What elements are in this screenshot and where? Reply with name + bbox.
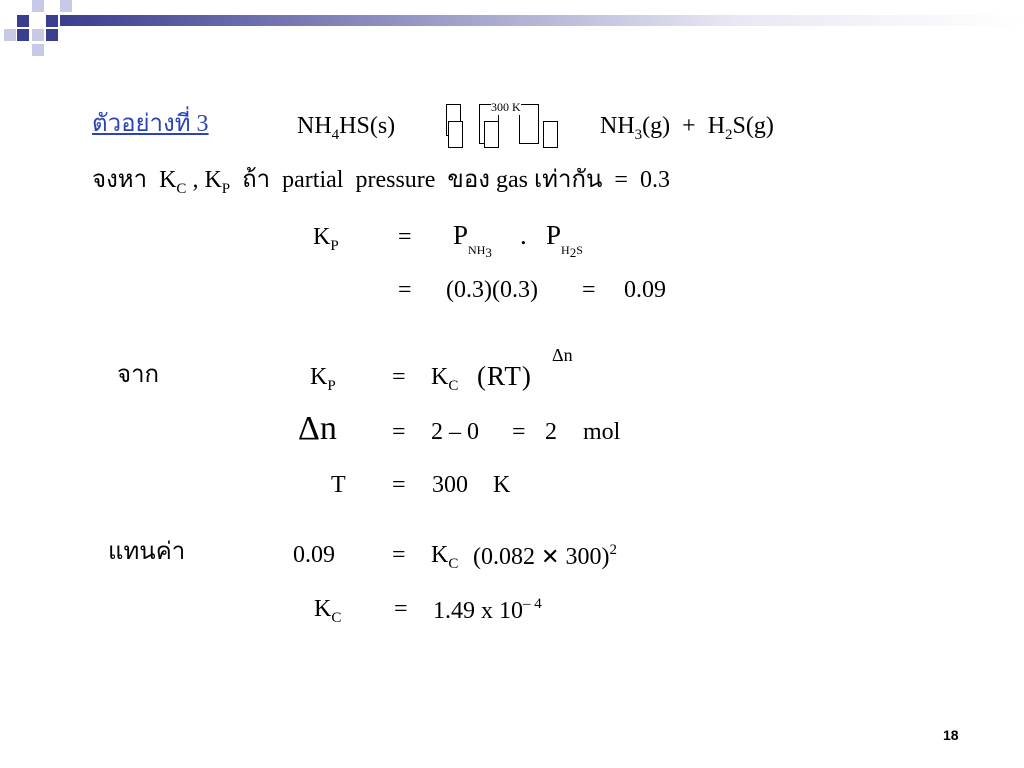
reaction-condition: 300 K: [491, 100, 521, 114]
p-symbol: P: [546, 220, 562, 250]
kc-subscript: C: [176, 181, 187, 197]
find-word: จงหา: [92, 167, 148, 193]
expr-part2: 300): [565, 544, 610, 570]
p-h2s: [546, 220, 583, 261]
multiply-dot: .: [520, 220, 527, 250]
gas-word: gas: [495, 167, 528, 193]
p-nh3: [453, 220, 492, 261]
rt-term: (RT): [477, 361, 532, 391]
equal-word: เท่ากัน: [533, 167, 603, 193]
kp-equals: =: [398, 224, 412, 250]
kp-symbol: K: [204, 167, 222, 193]
product1-rest: (g): [642, 113, 671, 139]
result-exponent: – 4: [523, 596, 542, 612]
reactant-subscript: 4: [331, 127, 340, 143]
expr-part1: (0.082: [473, 544, 535, 570]
nh-subscript: NH: [468, 243, 486, 257]
deco-square: [46, 15, 58, 27]
plus-sign: +: [682, 113, 696, 139]
t-unit: K: [493, 472, 511, 498]
equilibrium-arrow-box: [543, 121, 558, 148]
t-equals: =: [392, 472, 406, 498]
t-value: 300: [432, 472, 468, 498]
t-symbol: T: [331, 472, 346, 498]
result-kc: [314, 597, 341, 626]
product2-subscript: 2: [725, 127, 733, 143]
deco-square: [32, 0, 44, 12]
deco-square: [4, 29, 16, 41]
kc-subscript: C: [448, 556, 459, 572]
exponent: 2: [609, 542, 617, 558]
kp-lhs: [313, 225, 339, 254]
delta-n-exponent: Δn: [552, 345, 573, 365]
s-subscript: S: [576, 243, 583, 257]
deco-square: [46, 29, 58, 41]
dn-equals2: =: [512, 419, 526, 445]
kc-symbol: K: [314, 596, 332, 622]
if-word: ถ้า: [242, 167, 271, 193]
kp-subscript: P: [330, 238, 339, 254]
calc-result: 0.09: [624, 277, 666, 303]
sub-equals: =: [392, 542, 406, 568]
product1-text: NH: [600, 113, 635, 139]
result-equals: =: [394, 596, 408, 622]
reactant-rest: HS(s): [339, 113, 396, 139]
deco-square: [32, 29, 44, 41]
equilibrium-arrow-box: [448, 121, 463, 148]
h-subscript: H: [561, 243, 570, 257]
product1-subscript: 3: [634, 127, 643, 143]
times-sign: ✕: [541, 545, 560, 570]
from-kc: [431, 365, 458, 394]
kp-subscript: P: [327, 378, 336, 394]
of-word: ของ: [447, 167, 490, 193]
question-line: [92, 168, 670, 197]
nh3-number: 3: [485, 245, 492, 260]
from-label: จาก: [117, 362, 160, 388]
equals-sign: =: [614, 167, 628, 193]
header-gradient-bar: [60, 15, 1024, 26]
product2-rest: S(g): [732, 113, 774, 139]
kp-symbol: K: [310, 364, 328, 390]
dn-unit: mol: [583, 419, 621, 445]
example-label[interactable]: ตัวอย่างที่ 3: [92, 111, 209, 137]
kp-symbol: K: [313, 224, 331, 250]
kc-subscript: C: [331, 610, 342, 626]
calc-equals: =: [398, 277, 412, 303]
pressure-word: pressure: [355, 167, 436, 193]
deco-square: [32, 44, 44, 56]
product2-text: H: [707, 113, 726, 139]
p-symbol: P: [453, 220, 469, 250]
kc-subscript: C: [448, 378, 459, 394]
equilibrium-arrow-box: [484, 121, 499, 148]
kc-symbol: K: [431, 542, 449, 568]
from-equals: =: [392, 364, 406, 390]
equilibrium-arrow-box: [519, 104, 539, 144]
deco-square: [17, 29, 29, 41]
calc-expression: (0.3)(0.3): [446, 277, 538, 303]
kc-symbol: K: [159, 167, 177, 193]
deco-square: [60, 0, 72, 12]
reactant-text: NH: [297, 113, 332, 139]
reaction-right: [600, 114, 774, 143]
delta-n-lhs: Δn: [298, 410, 337, 447]
kc-symbol: K: [431, 364, 449, 390]
substitute-label: แทนค่า: [108, 539, 186, 565]
sub-expression: [473, 543, 617, 569]
result-mantissa: 1.49 x 10: [433, 598, 523, 624]
partial-word: partial: [282, 167, 344, 193]
reaction-left: [297, 114, 395, 143]
calc-equals2: =: [582, 277, 596, 303]
sub-kc: [431, 543, 458, 572]
deco-square: [17, 15, 29, 27]
pressure-value: 0.3: [639, 167, 670, 193]
sub-lhs: 0.09: [293, 542, 335, 568]
dn-expression: 2 – 0: [431, 419, 479, 445]
kp-subscript: P: [221, 181, 231, 197]
dn-equals: =: [392, 419, 406, 445]
dn-value: 2: [545, 419, 557, 445]
from-kp: [310, 365, 336, 394]
page-number: 18: [943, 727, 959, 743]
comma: ,: [192, 167, 199, 193]
result-value: [433, 597, 542, 623]
h2-number: 2: [569, 245, 577, 260]
